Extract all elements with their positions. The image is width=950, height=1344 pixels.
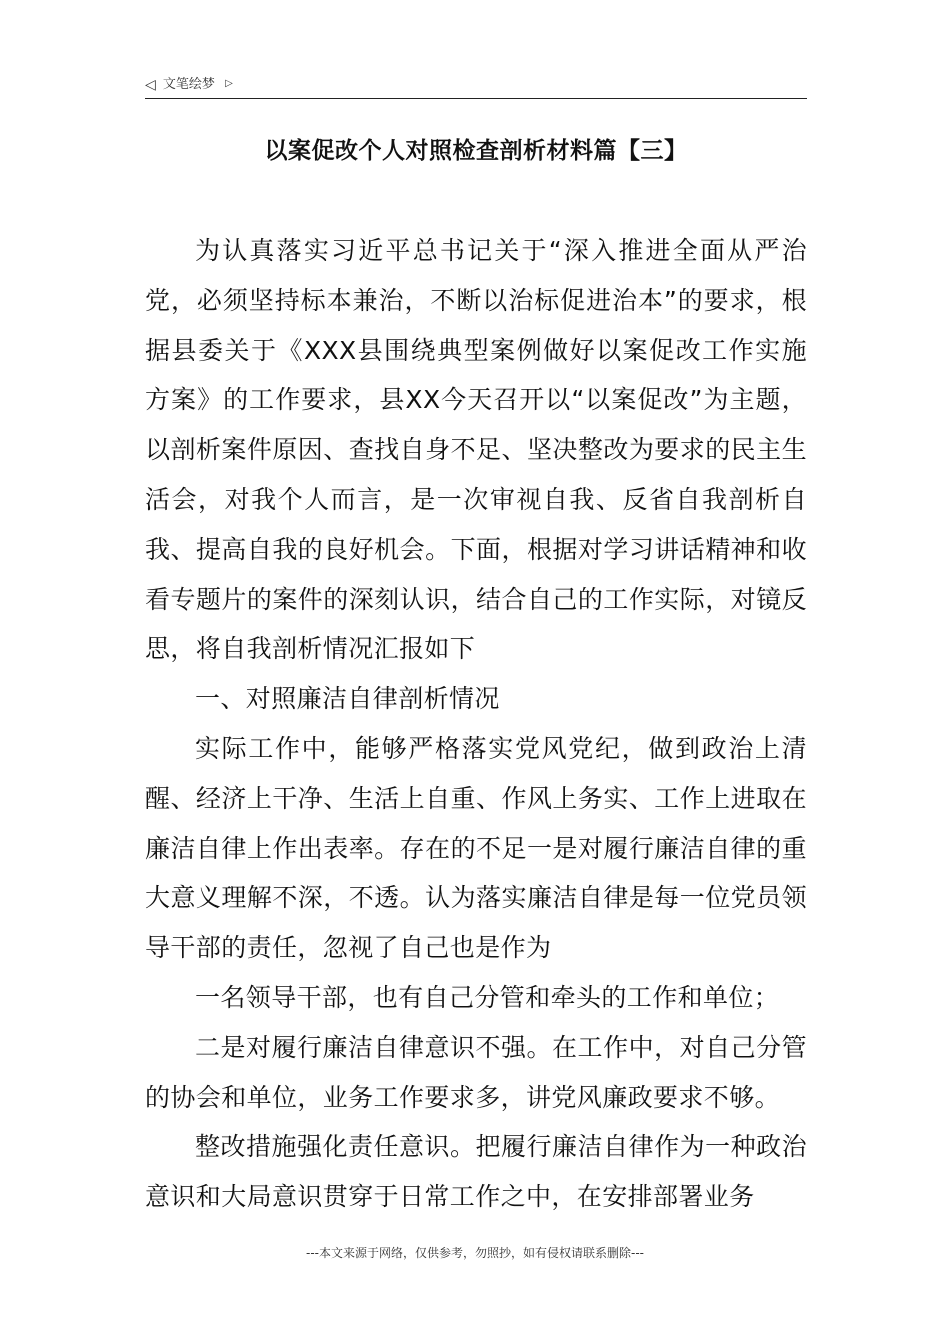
paragraph-intro: 为认真落实习近平总书记关于“深入推进全面从严治党，必须坚持标本兼治，不断以治标促进治本”的要求，根据县委关于《XXX县围绕典型案例做好以案促改工作实施方案》的工作要求，县XX今天召开以“以案促改”为主题，以剖析案件原因、查找自身不足、坚决整改为要求的民主生活会，对我个人而言，是一次审视自我、反省自我剖析自我、提高自我的良好机会。下面，根据对学习讲话精神和收看专题片的案件的深刻认识，结合自己的工作实际，对镜反思，将自我剖析情况汇报如下 (145, 236, 807, 664)
header-brand: 文笔绘梦 (162, 76, 215, 92)
page-header (145, 74, 807, 99)
paragraph-leader: 一名领导干部，也有自己分管和牵头的工作和单位； (195, 982, 780, 1012)
paragraph-point-two: 二是对履行廉洁自律意识不强。在工作中，对自己分管的协会和单位，业务工作要求多，讲党风廉政要求不够。 (145, 1032, 807, 1112)
triangle-right-icon: ▷ (225, 78, 233, 89)
document-body (145, 226, 807, 1222)
document-title: 以案促改个人对照检查剖析材料篇【三】 (264, 138, 688, 164)
section-heading-1: 一、对照廉洁自律剖析情况 (195, 684, 500, 714)
page-footer-notice: ---本文来源于网络，仅供参考，勿照抄，如有侵权请联系删除--- (306, 1246, 644, 1260)
paragraph-measures: 整改措施强化责任意识。把履行廉洁自律作为一种政治意识和大局意识贯穿于日常工作之中，在安排部署业务 (145, 1132, 807, 1212)
paragraph-practice: 实际工作中，能够严格落实党风党纪，做到政治上清醒、经济上干净、生活上自重、作风上务实、工作上进取在廉洁自律上作出表率。存在的不足一是对履行廉洁自律的重大意义理解不深，不透。认为落实廉洁自律是每一位党员领导干部的责任，忽视了自己也是作为 (145, 733, 807, 963)
triangle-left-icon: ◁ (145, 76, 156, 93)
